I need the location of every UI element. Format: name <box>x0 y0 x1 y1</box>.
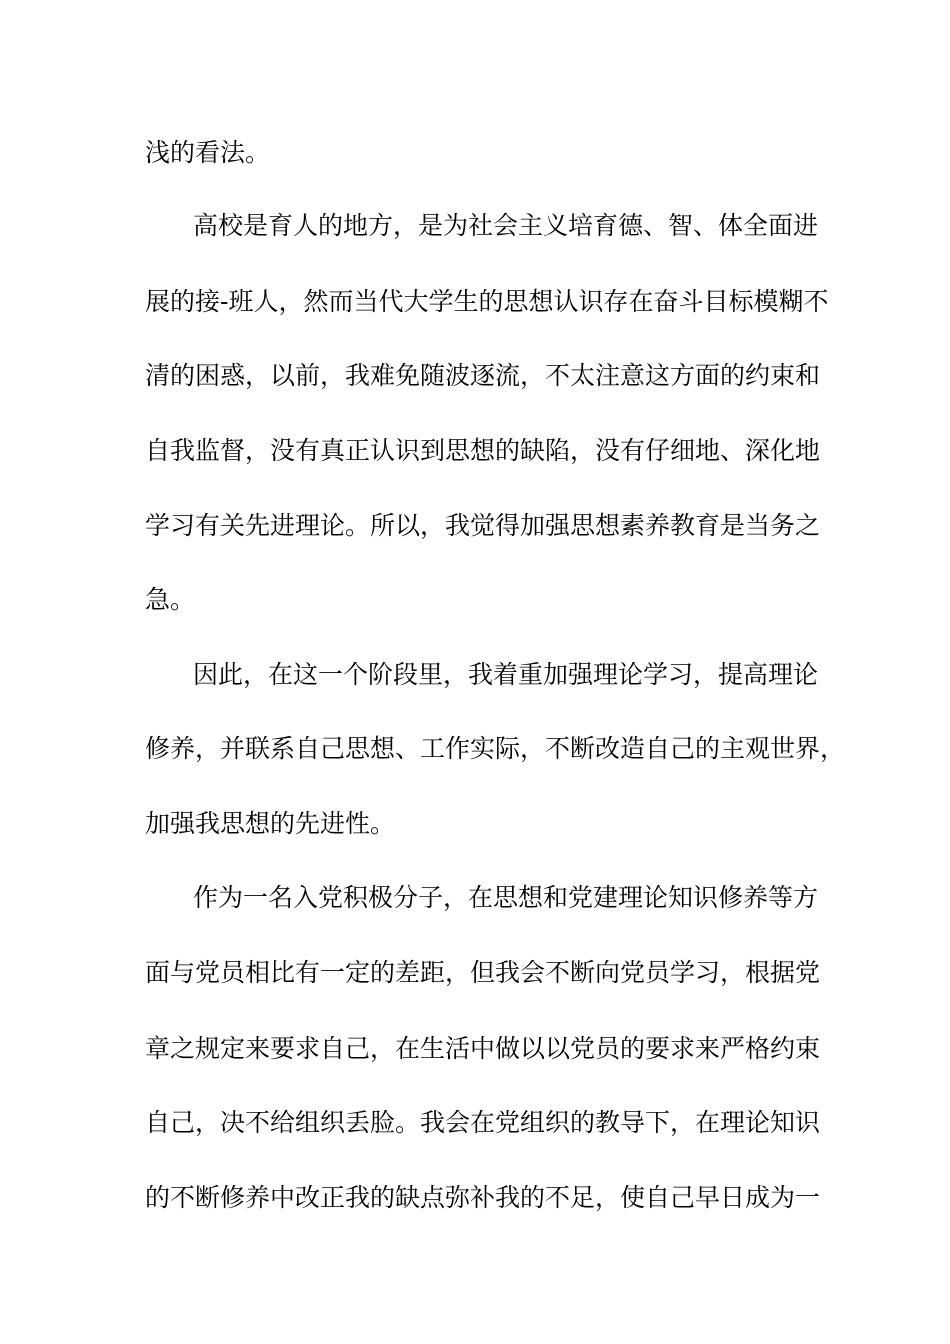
text-line-2: 高校是育人的地方，是为社会主义培育德、智、体全面进 <box>193 211 819 240</box>
text-line-9: 修养，并联系自己思想、工作实际，不断改造自己的主观世界， <box>145 734 846 763</box>
text-line-1: 浅的看法。 <box>145 138 271 167</box>
text-line-4: 清的困惑，以前，我难免随波逐流，不太注意这方面的约束和 <box>145 361 821 390</box>
text-line-7: 急。 <box>145 585 196 614</box>
text-line-12: 面与党员相比有一定的差距，但我会不断向党员学习，根据党 <box>145 958 821 987</box>
text-line-5: 自我监督，没有真正认识到思想的缺陷，没有仔细地、深化地 <box>145 436 821 465</box>
text-line-8: 因此，在这一个阶段里，我着重加强理论学习，提高理论 <box>193 660 819 689</box>
text-line-3: 展的接-班人，然而当代大学生的思想认识存在奋斗目标模糊不 <box>145 287 829 316</box>
text-line-13: 章之规定来要求自己，在生活中做以以党员的要求来严格约束 <box>145 1034 821 1063</box>
text-line-15: 的不断修养中改正我的缺点弥补我的不足，使自己早日成为一 <box>145 1183 821 1212</box>
text-line-14: 自己，决不给组织丢脸。我会在党组织的教导下，在理论知识 <box>145 1108 821 1137</box>
text-line-10: 加强我思想的先进性。 <box>145 809 396 838</box>
text-line-6: 学习有关先进理论。所以，我觉得加强思想素养教育是当务之 <box>145 511 821 540</box>
text-line-11: 作为一名入党积极分子，在思想和党建理论知识修养等方 <box>193 883 819 912</box>
